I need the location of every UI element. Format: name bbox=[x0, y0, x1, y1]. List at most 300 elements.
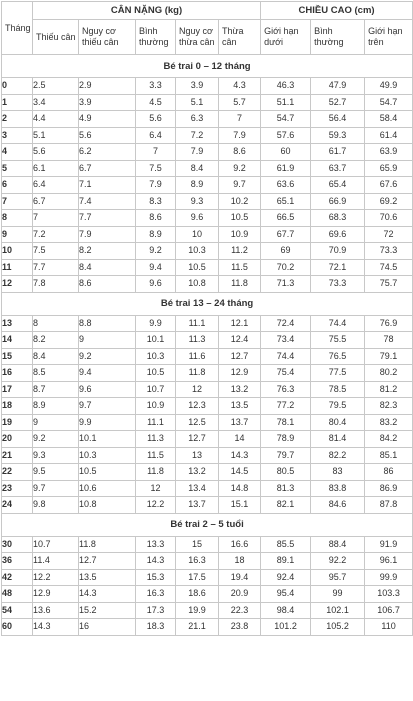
month-column-header: Tháng bbox=[2, 2, 33, 55]
height-lower-cell: 74.4 bbox=[261, 348, 311, 365]
height-upper-cell: 81.2 bbox=[365, 381, 413, 398]
normal-weight-cell: 3.3 bbox=[136, 78, 176, 95]
month-cell: 1 bbox=[2, 94, 33, 111]
month-cell: 4 bbox=[2, 144, 33, 161]
height-upper-cell: 74.5 bbox=[365, 259, 413, 276]
overweight-cell: 14.8 bbox=[219, 480, 261, 497]
risk-overweight-cell: 12.7 bbox=[176, 431, 219, 448]
month-cell: 36 bbox=[2, 553, 33, 570]
height-normal-cell: 76.5 bbox=[311, 348, 365, 365]
month-cell: 48 bbox=[2, 586, 33, 603]
table-row bbox=[2, 276, 413, 293]
overweight-cell: 19.4 bbox=[219, 569, 261, 586]
month-cell: 13 bbox=[2, 315, 33, 332]
overweight-cell: 18 bbox=[219, 553, 261, 570]
height-upper-cell: 103.3 bbox=[365, 586, 413, 603]
month-cell: 20 bbox=[2, 431, 33, 448]
risk-overweight-cell: 10.8 bbox=[176, 276, 219, 293]
month-cell: 17 bbox=[2, 381, 33, 398]
height-lower-cell: 89.1 bbox=[261, 553, 311, 570]
underweight-cell: 13.6 bbox=[33, 602, 79, 619]
height-normal-cell: 75.5 bbox=[311, 332, 365, 349]
risk-underweight-cell: 8.8 bbox=[79, 315, 136, 332]
underweight-cell: 5.1 bbox=[33, 127, 79, 144]
risk-overweight-cell: 10.5 bbox=[176, 259, 219, 276]
underweight-cell: 6.4 bbox=[33, 177, 79, 194]
weight-underweight-header: Thiếu cân bbox=[33, 20, 79, 55]
table-row bbox=[2, 348, 413, 365]
table-row bbox=[2, 619, 413, 636]
month-cell: 11 bbox=[2, 259, 33, 276]
underweight-cell: 9 bbox=[33, 414, 79, 431]
overweight-cell: 4.3 bbox=[219, 78, 261, 95]
month-cell: 0 bbox=[2, 78, 33, 95]
height-normal-cell: 74.4 bbox=[311, 315, 365, 332]
month-cell: 30 bbox=[2, 536, 33, 553]
risk-underweight-cell: 6.2 bbox=[79, 144, 136, 161]
underweight-cell: 14.3 bbox=[33, 619, 79, 636]
height-upper-cell: 83.2 bbox=[365, 414, 413, 431]
height-normal-cell: 61.7 bbox=[311, 144, 365, 161]
risk-overweight-cell: 6.3 bbox=[176, 111, 219, 128]
overweight-cell: 13.2 bbox=[219, 381, 261, 398]
risk-overweight-cell: 15 bbox=[176, 536, 219, 553]
risk-overweight-cell: 5.1 bbox=[176, 94, 219, 111]
risk-underweight-cell: 11.8 bbox=[79, 536, 136, 553]
height-normal-cell: 70.9 bbox=[311, 243, 365, 260]
risk-underweight-cell: 7.4 bbox=[79, 193, 136, 210]
normal-weight-cell: 7.5 bbox=[136, 160, 176, 177]
table-row bbox=[2, 144, 413, 161]
underweight-cell: 8.5 bbox=[33, 365, 79, 382]
risk-overweight-cell: 7.2 bbox=[176, 127, 219, 144]
height-normal-cell: 56.4 bbox=[311, 111, 365, 128]
weight-risk-overweight-header: Nguy cơ thừa cân bbox=[176, 20, 219, 55]
underweight-cell: 7.2 bbox=[33, 226, 79, 243]
risk-underweight-cell: 10.6 bbox=[79, 480, 136, 497]
risk-underweight-cell: 7.7 bbox=[79, 210, 136, 227]
overweight-cell: 10.5 bbox=[219, 210, 261, 227]
height-upper-cell: 79.1 bbox=[365, 348, 413, 365]
table-row bbox=[2, 602, 413, 619]
underweight-cell: 5.6 bbox=[33, 144, 79, 161]
risk-underweight-cell: 10.3 bbox=[79, 447, 136, 464]
normal-weight-cell: 11.1 bbox=[136, 414, 176, 431]
table-row bbox=[2, 414, 413, 431]
table-row bbox=[2, 210, 413, 227]
risk-underweight-cell: 7.9 bbox=[79, 226, 136, 243]
underweight-cell: 9.2 bbox=[33, 431, 79, 448]
normal-weight-cell: 11.8 bbox=[136, 464, 176, 481]
month-cell: 24 bbox=[2, 497, 33, 514]
height-normal-cell: 79.5 bbox=[311, 398, 365, 415]
height-upper-cell: 72 bbox=[365, 226, 413, 243]
normal-weight-cell: 14.3 bbox=[136, 553, 176, 570]
height-lower-cell: 78.1 bbox=[261, 414, 311, 431]
overweight-cell: 9.2 bbox=[219, 160, 261, 177]
risk-overweight-cell: 11.8 bbox=[176, 365, 219, 382]
height-lower-cell: 101.2 bbox=[261, 619, 311, 636]
overweight-cell: 14.3 bbox=[219, 447, 261, 464]
normal-weight-cell: 6.4 bbox=[136, 127, 176, 144]
height-lower-cell: 85.5 bbox=[261, 536, 311, 553]
underweight-cell: 9.8 bbox=[33, 497, 79, 514]
normal-weight-cell: 15.3 bbox=[136, 569, 176, 586]
overweight-cell: 8.6 bbox=[219, 144, 261, 161]
month-cell: 16 bbox=[2, 365, 33, 382]
height-group-header: CHIỀU CAO (cm) bbox=[261, 2, 413, 20]
normal-weight-cell: 8.6 bbox=[136, 210, 176, 227]
table-row bbox=[2, 398, 413, 415]
risk-underweight-cell: 9.7 bbox=[79, 398, 136, 415]
risk-underweight-cell: 13.5 bbox=[79, 569, 136, 586]
height-lower-cell: 71.3 bbox=[261, 276, 311, 293]
height-normal-cell: 99 bbox=[311, 586, 365, 603]
table-row bbox=[2, 259, 413, 276]
height-lower-cell: 46.3 bbox=[261, 78, 311, 95]
overweight-cell: 11.8 bbox=[219, 276, 261, 293]
overweight-cell: 22.3 bbox=[219, 602, 261, 619]
normal-weight-cell: 8.3 bbox=[136, 193, 176, 210]
underweight-cell: 8.4 bbox=[33, 348, 79, 365]
table-row bbox=[2, 569, 413, 586]
overweight-cell: 20.9 bbox=[219, 586, 261, 603]
height-upper-cell: 54.7 bbox=[365, 94, 413, 111]
normal-weight-cell: 18.3 bbox=[136, 619, 176, 636]
table-row bbox=[2, 464, 413, 481]
month-cell: 21 bbox=[2, 447, 33, 464]
risk-underweight-cell: 9.4 bbox=[79, 365, 136, 382]
normal-weight-cell: 12 bbox=[136, 480, 176, 497]
risk-overweight-cell: 18.6 bbox=[176, 586, 219, 603]
height-upper-cell: 84.2 bbox=[365, 431, 413, 448]
underweight-cell: 7.7 bbox=[33, 259, 79, 276]
table-row bbox=[2, 447, 413, 464]
table-row bbox=[2, 381, 413, 398]
risk-underweight-cell: 16 bbox=[79, 619, 136, 636]
height-lower-cell: 61.9 bbox=[261, 160, 311, 177]
height-upper-cell: 85.1 bbox=[365, 447, 413, 464]
height-upper-cell: 70.6 bbox=[365, 210, 413, 227]
table-row bbox=[2, 431, 413, 448]
month-cell: 19 bbox=[2, 414, 33, 431]
underweight-cell: 4.4 bbox=[33, 111, 79, 128]
table-row bbox=[2, 127, 413, 144]
section-header-row bbox=[2, 55, 413, 78]
height-lower-cell: 70.2 bbox=[261, 259, 311, 276]
normal-weight-cell: 10.9 bbox=[136, 398, 176, 415]
table-row bbox=[2, 193, 413, 210]
risk-overweight-cell: 9.6 bbox=[176, 210, 219, 227]
month-cell: 8 bbox=[2, 210, 33, 227]
table-row bbox=[2, 553, 413, 570]
risk-underweight-cell: 4.9 bbox=[79, 111, 136, 128]
height-upper-cell: 69.2 bbox=[365, 193, 413, 210]
section-header-row bbox=[2, 292, 413, 315]
height-lower-cell: 78.9 bbox=[261, 431, 311, 448]
height-upper-cell: 49.9 bbox=[365, 78, 413, 95]
month-cell: 42 bbox=[2, 569, 33, 586]
height-lower-cell: 79.7 bbox=[261, 447, 311, 464]
underweight-cell: 3.4 bbox=[33, 94, 79, 111]
risk-underweight-cell: 9.6 bbox=[79, 381, 136, 398]
risk-overweight-cell: 12.3 bbox=[176, 398, 219, 415]
risk-underweight-cell: 2.9 bbox=[79, 78, 136, 95]
weight-overweight-header: Thừa cân bbox=[219, 20, 261, 55]
overweight-cell: 23.8 bbox=[219, 619, 261, 636]
height-upper-cell: 86.9 bbox=[365, 480, 413, 497]
table-row bbox=[2, 480, 413, 497]
section-header-row bbox=[2, 513, 413, 536]
height-upper-cell: 58.4 bbox=[365, 111, 413, 128]
height-lower-cell: 69 bbox=[261, 243, 311, 260]
risk-overweight-cell: 11.1 bbox=[176, 315, 219, 332]
height-lower-cell: 72.4 bbox=[261, 315, 311, 332]
height-lower-cell: 51.1 bbox=[261, 94, 311, 111]
normal-weight-cell: 13.3 bbox=[136, 536, 176, 553]
table-row bbox=[2, 94, 413, 111]
height-normal-cell: 73.3 bbox=[311, 276, 365, 293]
height-normal-cell: 59.3 bbox=[311, 127, 365, 144]
underweight-cell: 8.2 bbox=[33, 332, 79, 349]
height-upper-cell: 96.1 bbox=[365, 553, 413, 570]
underweight-cell: 8.7 bbox=[33, 381, 79, 398]
height-normal-cell: 92.2 bbox=[311, 553, 365, 570]
height-normal-cell: 84.6 bbox=[311, 497, 365, 514]
normal-weight-cell: 4.5 bbox=[136, 94, 176, 111]
height-lower-cell: 63.6 bbox=[261, 177, 311, 194]
normal-weight-cell: 11.3 bbox=[136, 431, 176, 448]
risk-underweight-cell: 10.1 bbox=[79, 431, 136, 448]
normal-weight-cell: 7.9 bbox=[136, 177, 176, 194]
underweight-cell: 12.9 bbox=[33, 586, 79, 603]
month-cell: 6 bbox=[2, 177, 33, 194]
normal-weight-cell: 8.9 bbox=[136, 226, 176, 243]
month-cell: 5 bbox=[2, 160, 33, 177]
height-upper-cell: 76.9 bbox=[365, 315, 413, 332]
table-header bbox=[2, 2, 413, 55]
height-upper-cell: 86 bbox=[365, 464, 413, 481]
normal-weight-cell: 12.2 bbox=[136, 497, 176, 514]
section-title: Bé trai 0 – 12 tháng bbox=[2, 55, 413, 78]
overweight-cell: 12.9 bbox=[219, 365, 261, 382]
height-normal-cell: 47.9 bbox=[311, 78, 365, 95]
underweight-cell: 6.7 bbox=[33, 193, 79, 210]
normal-weight-cell: 16.3 bbox=[136, 586, 176, 603]
height-lower-cell: 80.5 bbox=[261, 464, 311, 481]
normal-weight-cell: 10.3 bbox=[136, 348, 176, 365]
risk-overweight-cell: 12 bbox=[176, 381, 219, 398]
normal-weight-cell: 5.6 bbox=[136, 111, 176, 128]
risk-overweight-cell: 10 bbox=[176, 226, 219, 243]
month-cell: 12 bbox=[2, 276, 33, 293]
height-upper-cell: 67.6 bbox=[365, 177, 413, 194]
table-body bbox=[2, 55, 413, 636]
underweight-cell: 7.8 bbox=[33, 276, 79, 293]
height-lower-cell: 54.7 bbox=[261, 111, 311, 128]
risk-overweight-cell: 10.3 bbox=[176, 243, 219, 260]
table-row bbox=[2, 78, 413, 95]
height-lower-cell: 75.4 bbox=[261, 365, 311, 382]
height-normal-cell: 102.1 bbox=[311, 602, 365, 619]
weight-risk-underweight-header: Nguy cơ thiếu cân bbox=[79, 20, 136, 55]
normal-weight-cell: 7 bbox=[136, 144, 176, 161]
month-cell: 60 bbox=[2, 619, 33, 636]
underweight-cell: 7.5 bbox=[33, 243, 79, 260]
table-row bbox=[2, 111, 413, 128]
risk-underweight-cell: 3.9 bbox=[79, 94, 136, 111]
height-normal-cell: 83.8 bbox=[311, 480, 365, 497]
month-cell: 9 bbox=[2, 226, 33, 243]
height-lower-cell: 92.4 bbox=[261, 569, 311, 586]
height-lower-cell: 95.4 bbox=[261, 586, 311, 603]
risk-overweight-cell: 11.3 bbox=[176, 332, 219, 349]
overweight-cell: 16.6 bbox=[219, 536, 261, 553]
underweight-cell: 2.5 bbox=[33, 78, 79, 95]
overweight-cell: 14 bbox=[219, 431, 261, 448]
risk-overweight-cell: 16.3 bbox=[176, 553, 219, 570]
risk-underweight-cell: 15.2 bbox=[79, 602, 136, 619]
overweight-cell: 11.2 bbox=[219, 243, 261, 260]
section-title: Bé trai 13 – 24 tháng bbox=[2, 292, 413, 315]
height-lower-cell: 60 bbox=[261, 144, 311, 161]
underweight-cell: 9.7 bbox=[33, 480, 79, 497]
overweight-cell: 5.7 bbox=[219, 94, 261, 111]
table-row bbox=[2, 226, 413, 243]
overweight-cell: 11.5 bbox=[219, 259, 261, 276]
height-upper-cell: 63.9 bbox=[365, 144, 413, 161]
normal-weight-cell: 9.9 bbox=[136, 315, 176, 332]
overweight-cell: 13.5 bbox=[219, 398, 261, 415]
height-normal-cell: 81.4 bbox=[311, 431, 365, 448]
risk-underweight-cell: 8.2 bbox=[79, 243, 136, 260]
underweight-cell: 9.5 bbox=[33, 464, 79, 481]
growth-chart-table bbox=[1, 1, 413, 636]
risk-overweight-cell: 3.9 bbox=[176, 78, 219, 95]
table-row bbox=[2, 315, 413, 332]
risk-underweight-cell: 10.8 bbox=[79, 497, 136, 514]
risk-underweight-cell: 7.1 bbox=[79, 177, 136, 194]
height-normal-cell: 82.2 bbox=[311, 447, 365, 464]
risk-overweight-cell: 11.6 bbox=[176, 348, 219, 365]
overweight-cell: 7.9 bbox=[219, 127, 261, 144]
month-cell: 10 bbox=[2, 243, 33, 260]
height-normal-cell: 83 bbox=[311, 464, 365, 481]
height-lower-cell: 66.5 bbox=[261, 210, 311, 227]
month-cell: 15 bbox=[2, 348, 33, 365]
normal-weight-cell: 10.5 bbox=[136, 365, 176, 382]
overweight-cell: 15.1 bbox=[219, 497, 261, 514]
risk-overweight-cell: 9.3 bbox=[176, 193, 219, 210]
weight-normal-header: Bình thường bbox=[136, 20, 176, 55]
underweight-cell: 10.7 bbox=[33, 536, 79, 553]
risk-underweight-cell: 14.3 bbox=[79, 586, 136, 603]
height-lower-cell: 67.7 bbox=[261, 226, 311, 243]
risk-overweight-cell: 8.4 bbox=[176, 160, 219, 177]
height-lower-cell: 76.3 bbox=[261, 381, 311, 398]
table-row bbox=[2, 497, 413, 514]
height-lower-cell: 98.4 bbox=[261, 602, 311, 619]
height-upper-cell: 91.9 bbox=[365, 536, 413, 553]
normal-weight-cell: 17.3 bbox=[136, 602, 176, 619]
month-cell: 23 bbox=[2, 480, 33, 497]
height-upper-cell: 61.4 bbox=[365, 127, 413, 144]
height-normal-cell: 72.1 bbox=[311, 259, 365, 276]
risk-underweight-cell: 6.7 bbox=[79, 160, 136, 177]
table-row bbox=[2, 243, 413, 260]
overweight-cell: 12.1 bbox=[219, 315, 261, 332]
normal-weight-cell: 9.2 bbox=[136, 243, 176, 260]
month-cell: 7 bbox=[2, 193, 33, 210]
height-upper-cell: 75.7 bbox=[365, 276, 413, 293]
height-upper-cell: 80.2 bbox=[365, 365, 413, 382]
underweight-cell: 7 bbox=[33, 210, 79, 227]
risk-underweight-cell: 5.6 bbox=[79, 127, 136, 144]
height-normal-cell: 78.5 bbox=[311, 381, 365, 398]
weight-group-header: CÂN NẶNG (kg) bbox=[33, 2, 261, 20]
height-normal-cell: 52.7 bbox=[311, 94, 365, 111]
section-title: Bé trai 2 – 5 tuổi bbox=[2, 513, 413, 536]
height-upper-cell: 78 bbox=[365, 332, 413, 349]
risk-overweight-cell: 12.5 bbox=[176, 414, 219, 431]
overweight-cell: 12.7 bbox=[219, 348, 261, 365]
risk-overweight-cell: 21.1 bbox=[176, 619, 219, 636]
height-normal-cell: 65.4 bbox=[311, 177, 365, 194]
table-row bbox=[2, 177, 413, 194]
height-upper-cell: 99.9 bbox=[365, 569, 413, 586]
risk-overweight-cell: 13.7 bbox=[176, 497, 219, 514]
month-cell: 2 bbox=[2, 111, 33, 128]
height-upper-cell: 106.7 bbox=[365, 602, 413, 619]
height-lower-cell: 73.4 bbox=[261, 332, 311, 349]
height-normal-cell: 66.9 bbox=[311, 193, 365, 210]
height-lower-cell: 57.6 bbox=[261, 127, 311, 144]
height-upper-cell: 87.8 bbox=[365, 497, 413, 514]
month-cell: 3 bbox=[2, 127, 33, 144]
risk-overweight-cell: 8.9 bbox=[176, 177, 219, 194]
height-lower-cell: 65.1 bbox=[261, 193, 311, 210]
height-upper-limit-header: Giới hạn trên bbox=[365, 20, 413, 55]
height-normal-cell: 77.5 bbox=[311, 365, 365, 382]
month-cell: 14 bbox=[2, 332, 33, 349]
normal-weight-cell: 10.1 bbox=[136, 332, 176, 349]
height-normal-cell: 63.7 bbox=[311, 160, 365, 177]
risk-overweight-cell: 13.2 bbox=[176, 464, 219, 481]
overweight-cell: 14.5 bbox=[219, 464, 261, 481]
overweight-cell: 7 bbox=[219, 111, 261, 128]
underweight-cell: 6.1 bbox=[33, 160, 79, 177]
table-row bbox=[2, 365, 413, 382]
underweight-cell: 11.4 bbox=[33, 553, 79, 570]
underweight-cell: 12.2 bbox=[33, 569, 79, 586]
underweight-cell: 9.3 bbox=[33, 447, 79, 464]
risk-underweight-cell: 8.4 bbox=[79, 259, 136, 276]
risk-overweight-cell: 13 bbox=[176, 447, 219, 464]
table-row bbox=[2, 332, 413, 349]
overweight-cell: 10.2 bbox=[219, 193, 261, 210]
underweight-cell: 8.9 bbox=[33, 398, 79, 415]
month-cell: 54 bbox=[2, 602, 33, 619]
height-normal-cell: 80.4 bbox=[311, 414, 365, 431]
normal-weight-cell: 9.6 bbox=[136, 276, 176, 293]
overweight-cell: 13.7 bbox=[219, 414, 261, 431]
month-cell: 22 bbox=[2, 464, 33, 481]
risk-underweight-cell: 8.6 bbox=[79, 276, 136, 293]
overweight-cell: 12.4 bbox=[219, 332, 261, 349]
height-lower-cell: 81.3 bbox=[261, 480, 311, 497]
normal-weight-cell: 10.7 bbox=[136, 381, 176, 398]
height-normal-cell: 69.6 bbox=[311, 226, 365, 243]
